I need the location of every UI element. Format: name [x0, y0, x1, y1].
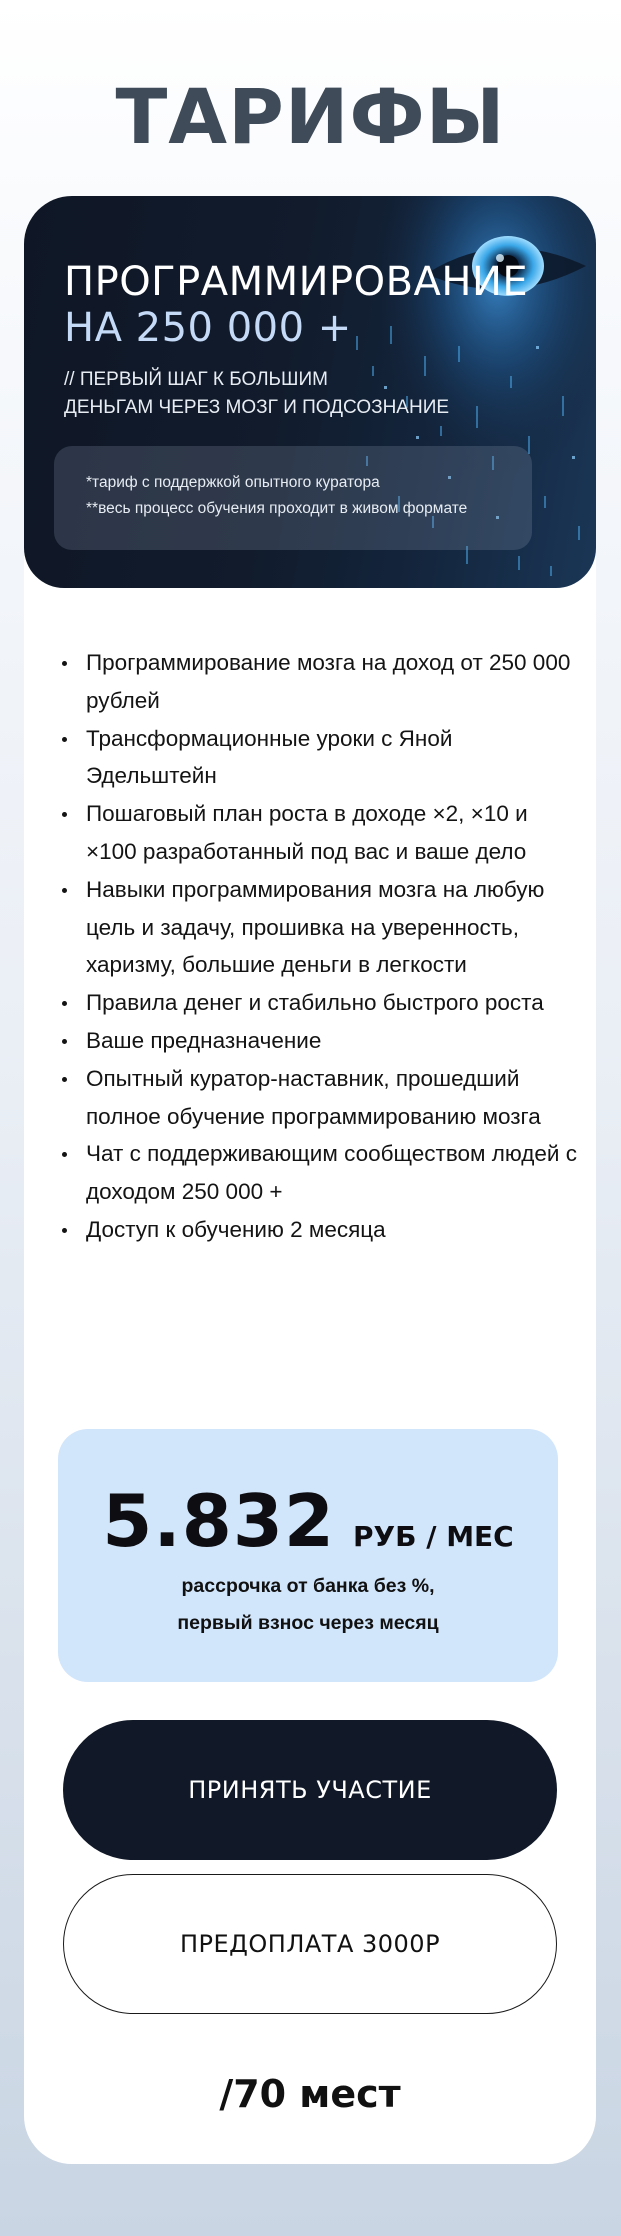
feature-item: Пошаговый план роста в доходе ×2, ×10 и ×100 разработанный под вас и ваше дело: [58, 795, 578, 871]
feature-list: [58, 644, 578, 1249]
tariff-hero-banner: [24, 196, 596, 588]
prepayment-button[interactable]: ПРЕДОПЛАТА 3000Р: [63, 1874, 557, 2014]
subtitle-line: // ПЕРВЫЙ ШАГ К БОЛЬШИМ: [64, 369, 328, 390]
tariff-card: [24, 196, 596, 2164]
feature-item: Правила денег и стабильно быстрого роста: [58, 984, 578, 1022]
feature-item: Трансформационные уроки с Яной Эдельштейн: [58, 720, 578, 796]
seats-count: /70 мест: [219, 2072, 401, 2116]
page-title: ТАРИФЫ: [115, 72, 506, 161]
feature-item: Навыки программирования мозга на любую цель и задачу, прошивка на уверенность, харизму, большие деньги в легкости: [58, 871, 578, 984]
installment-note-line: первый взнос через месяц: [177, 1612, 439, 1634]
price-row: [58, 1479, 558, 1563]
join-button[interactable]: ПРИНЯТЬ УЧАСТИЕ: [63, 1720, 557, 1860]
price-value: 5.832: [102, 1479, 336, 1563]
live-format-note: **весь процесс обучения проходит в живом формате: [86, 500, 468, 517]
feature-item: Доступ к обучению 2 месяца: [58, 1211, 578, 1249]
subtitle-line: ДЕНЬГАМ ЧЕРЕЗ МОЗГ И ПОДСОЗНАНИЕ: [64, 397, 450, 418]
feature-item: Опытный куратор-наставник, прошедший полное обучение программированию мозга: [58, 1060, 578, 1136]
tariff-notes-box: [54, 446, 532, 550]
curator-note: *тариф с поддержкой опытного куратора: [86, 474, 380, 491]
tariff-subtitle: [64, 366, 504, 422]
feature-item: Ваше предназначение: [58, 1022, 578, 1060]
installment-note-line: рассрочка от банка без %,: [181, 1575, 435, 1597]
feature-item: Чат с поддерживающим сообществом людей с доходом 250 000 +: [58, 1135, 578, 1211]
tariff-title: ПРОГРАММИРОВАНИЕ: [64, 259, 529, 305]
price-unit: РУБ / МЕС: [353, 1520, 514, 1553]
price-box: [58, 1429, 558, 1682]
feature-item: Программирование мозга на доход от 250 000 рублей: [58, 644, 578, 720]
tariff-income-target: НА 250 000 +: [64, 305, 352, 351]
installment-note: [58, 1568, 558, 1642]
